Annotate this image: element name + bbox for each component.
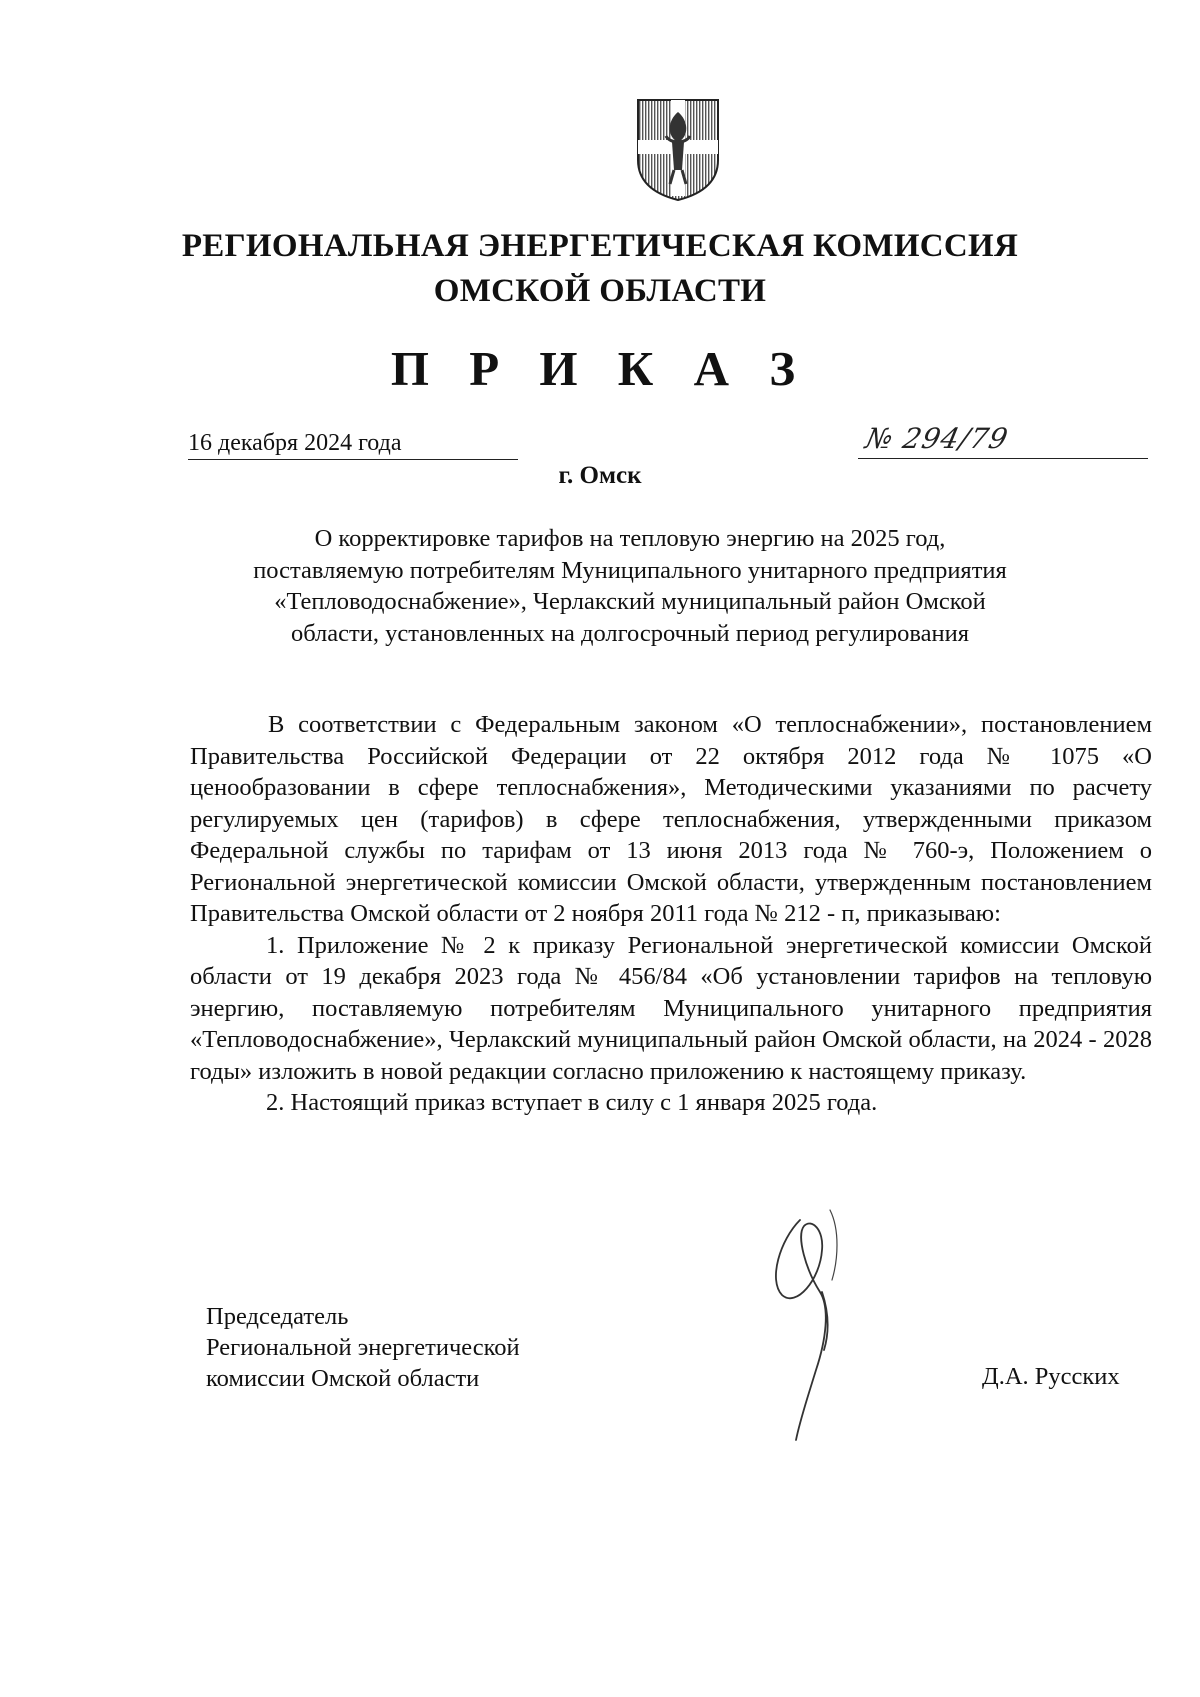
position-line: Региональной энергетической	[206, 1334, 520, 1361]
subject-line: области, установленных на долгосрочный период регулирования	[290, 619, 970, 647]
handwritten-signature	[760, 1200, 890, 1450]
signatory-name: Д.А. Русских	[982, 1363, 1120, 1390]
order-item-2: 2. Настоящий приказ вступает в силу с 1 января 2025 года.	[266, 1089, 878, 1116]
subject-line: «Тепловодоснабжение», Черлакский муниципальный район Омской	[274, 588, 986, 615]
document-body	[190, 709, 1152, 1119]
document-number-field	[858, 422, 1148, 459]
subject-line: поставляемую потребителям Муниципального унитарного предприятия	[253, 556, 1007, 584]
document-date: 16 декабря 2024 года	[188, 430, 518, 460]
coat-of-arms-icon	[636, 98, 720, 202]
position-line: комиссии Омской области	[206, 1365, 480, 1392]
document-type-title: П Р И К А З	[390, 341, 810, 396]
document-number-handwritten: № 294/79	[862, 422, 1012, 455]
order-item-1: 1. Приложение № 2 к приказу Региональной энергетической комиссии Омской области от 19 декабря 2023 года № 456/84 «Об установлении тарифов на тепловую энергию, поставляемую потребителям Муниципального унитарного предприятия «Тепловодоснабжение», Черлакский муниципальный район Омской области, на 2024 - 2028 годы» изложить в новой редакции согласно приложению к настоящему приказу.	[190, 931, 1152, 1085]
organization-name-line1: РЕГИОНАЛЬНАЯ ЭНЕРГЕТИЧЕСКАЯ КОМИССИЯ	[181, 228, 1019, 264]
position-line: Председатель	[206, 1303, 349, 1330]
document-subject	[190, 523, 1070, 649]
document-city: г. Омск	[558, 462, 642, 489]
organization-name-line2: ОМСКОЙ ОБЛАСТИ	[433, 273, 767, 309]
preamble-paragraph: В соответствии с Федеральным законом «О теплоснабжении», постановлением Правительства Российской Федерации от 22 октября 2012 года № 1075 «О ценообразовании в сфере теплоснабжения», Методическими указаниями по расчету регулируемых цен (тарифов) в сфере теплоснабжения, утвержденными приказом Федеральной службы по тарифам от 13 июня 2013 года № 760-э, Положением о Региональной энергетической комиссии Омской области, утвержденным постановлением Правительства Омской области от 2 ноября 2011 года № 212 - п, приказываю:	[190, 711, 1152, 927]
signatory-position	[206, 1301, 520, 1394]
subject-line: О корректировке тарифов на тепловую энергию на 2025 год,	[314, 525, 946, 552]
